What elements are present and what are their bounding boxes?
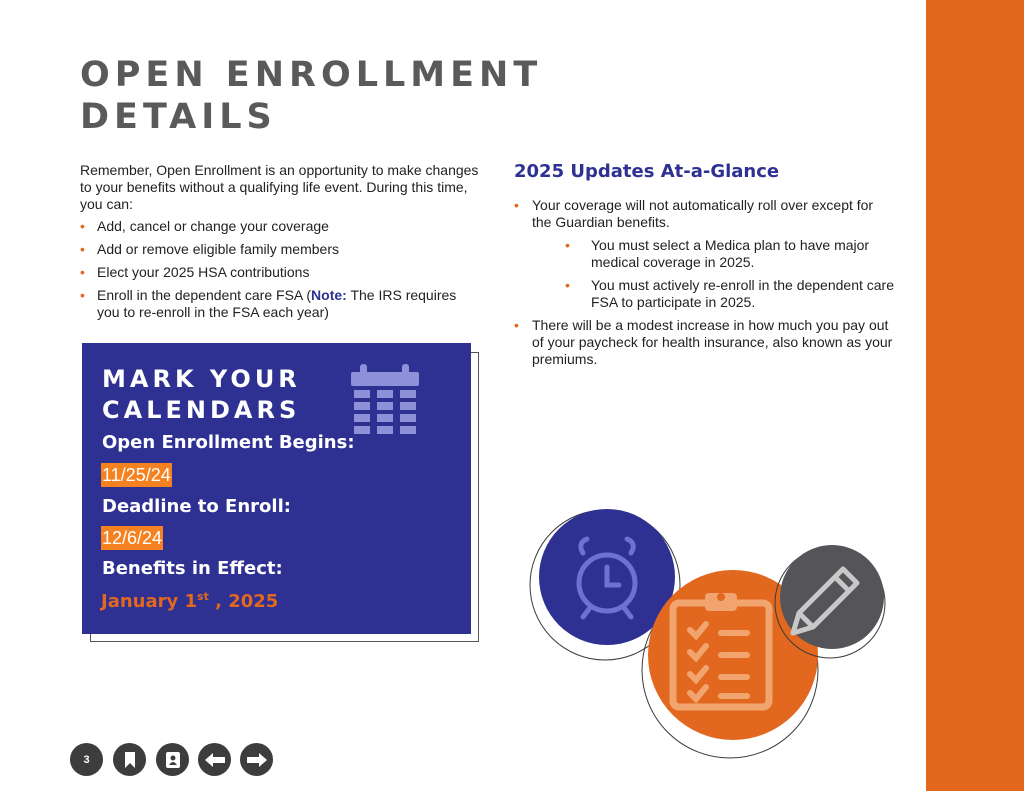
previous-arrow-icon [205, 753, 225, 767]
previous-page-button[interactable] [198, 743, 231, 776]
updates-list [514, 197, 894, 374]
update-item: • There will be a modest increase in how much you pay out of your paycheck for health insurance, also known as your premiums. [514, 317, 894, 368]
list-item: • Add, cancel or change your coverage [80, 218, 480, 235]
list-item-fsa [80, 287, 480, 321]
effective-date-suffix: , 2025 [208, 591, 279, 612]
page-title: OPEN ENROLLMENT DETAILS [80, 55, 543, 137]
update-subitem: • You must select a Medica plan to have major medical coverage in 2025. [514, 237, 894, 271]
note-label: Note: [311, 287, 347, 303]
deadline-date: 12/6/24 [102, 528, 163, 548]
update-subitem: • You must actively re-enroll in the dependent care FSA to participate in 2025. [514, 277, 894, 311]
enrollment-begins-label: Open Enrollment Begins: [102, 432, 355, 453]
next-page-button[interactable] [240, 743, 273, 776]
next-arrow-icon [247, 753, 267, 767]
page-number-button[interactable] [70, 743, 103, 776]
bookmark-button[interactable] [113, 743, 146, 776]
effective-date-prefix: January 1 [101, 591, 198, 612]
page-number: 3 [83, 753, 90, 766]
contacts-icon [166, 752, 180, 768]
enrollment-begins-date: 11/25/24 [102, 465, 171, 485]
benefits-effective-label: Benefits in Effect: [102, 558, 283, 579]
list-item: • Add or remove eligible family members [80, 241, 480, 258]
list-item: • Elect your 2025 HSA contributions [80, 264, 480, 281]
benefits-illustration [525, 505, 895, 775]
effective-date-ordinal: st [197, 590, 209, 603]
calendar-title: MARK YOUR CALENDARS [102, 365, 301, 424]
update-item: • Your coverage will not automatically roll over except for the Guardian benefits. [514, 197, 894, 231]
fsa-text-rest: The IRS requires you to re-enroll in the FSA each year) [97, 287, 457, 320]
fsa-text-prefix: Enroll in the dependent care FSA ( [97, 287, 312, 303]
bookmark-icon [123, 752, 137, 768]
benefits-effective-date [101, 590, 278, 612]
orange-side-bar [926, 0, 1024, 791]
enrollment-actions-list [80, 218, 480, 327]
contacts-button[interactable] [156, 743, 189, 776]
updates-heading: 2025 Updates At-a-Glance [514, 161, 780, 182]
intro-paragraph: Remember, Open Enrollment is an opportunity to make changes to your benefits without a qualifying life event. During this time, you can: [80, 162, 479, 212]
calendar-icon [347, 364, 423, 436]
deadline-label: Deadline to Enroll: [102, 496, 291, 517]
